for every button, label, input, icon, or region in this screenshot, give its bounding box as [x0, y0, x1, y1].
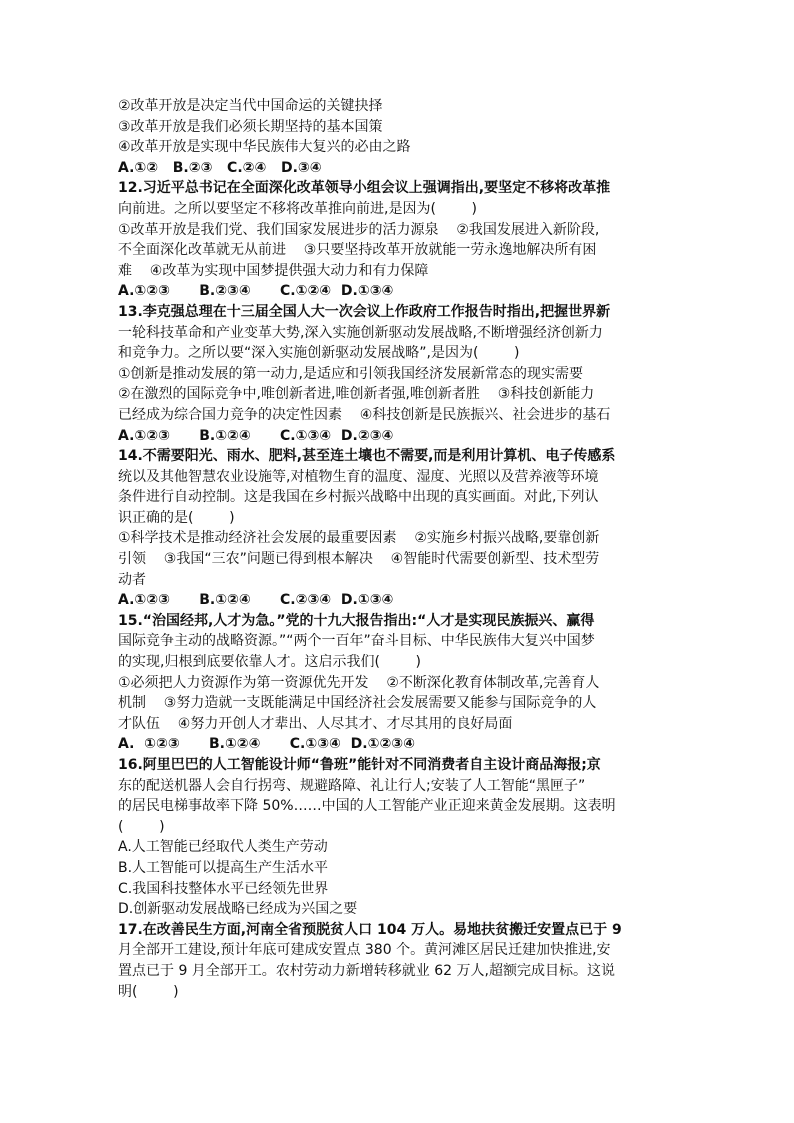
- statement-2: ②改革开放是决定当代中国命运的关键抉择: [118, 98, 383, 114]
- statement-line: 才队伍 ④努力开创人才辈出、人尽其才、才尽其用的良好局面: [118, 715, 513, 732]
- statement-line: 不全面深化改革就无从前进 ③只要坚持改革开放就能一劳永逸地解决所有困: [118, 242, 597, 259]
- question-stem-line: 明( ): [118, 983, 179, 1000]
- choice-d: D.创新驱动发展战略已经成为兴国之要: [118, 901, 358, 918]
- question-stem-line: 月全部开工建设,预计年底可建成安置点 380 个。黄河滩区居民迁建加快推进,安: [118, 942, 611, 959]
- statement-line: ①必须把人力资源作为第一资源优先开发 ②不断深化教育体制改革,完善育人: [118, 674, 600, 691]
- question-stem-line: 和竞争力。之所以要“深入实施创新驱动发展战略”,是因为( ): [118, 345, 520, 362]
- question-stem-line: 15.“治国经邦,人才为急。”党的十九大报告指出:“人才是实现民族振兴、赢得: [118, 612, 595, 629]
- answer-options: A.①②③ B.②③④ C.①②④ D.①③④: [118, 283, 394, 300]
- statement-line: 动者: [118, 571, 146, 588]
- statement-line: 难 ④改革为实现中国梦提供强大动力和有力保障: [118, 262, 429, 279]
- question-stem-line: 统以及其他智慧农业设施等,对植物生育的温度、湿度、光照以及营养液等环境: [118, 468, 599, 485]
- question-14: [118, 446, 678, 611]
- question-stem-line: 17.在改善民生方面,河南全省预脱贫人口 104 万人。易地扶贫搬迁安置点已于 9: [118, 921, 622, 938]
- question-stem-line: 14.不需要阳光、雨水、肥料,甚至连土壤也不需要,而是利用计算机、电子传感系: [118, 448, 616, 465]
- question-16: [118, 755, 678, 920]
- question-11-tail: [118, 96, 678, 178]
- question-15: [118, 611, 678, 755]
- question-13: [118, 302, 678, 446]
- question-stem-line: 识正确的是( ): [118, 509, 235, 526]
- question-stem-line: 13.李克强总理在十三届全国人大一次会议上作政府工作报告时指出,把握世界新: [118, 303, 611, 320]
- statement-line: 机制 ③努力造就一支既能满足中国经济社会发展需要又能参与国际竞争的人: [118, 695, 597, 712]
- document-page: [118, 96, 678, 1002]
- statement-4: ④改革开放是实现中华民族伟大复兴的必由之路: [118, 139, 411, 156]
- statement-line: ①创新是推动发展的第一动力,是适应和引领我国经济发展新常态的现实需要: [118, 365, 583, 382]
- statement-3: ③改革开放是我们必须长期坚持的基本国策: [118, 118, 383, 135]
- question-stem-line: 16.阿里巴巴的人工智能设计师“鲁班”能针对不同消费者自主设计商品海报;京: [118, 757, 601, 773]
- question-stem-line: 12.习近平总书记在全面深化改革领导小组会议上强调指出,要坚定不移将改革推: [118, 180, 611, 197]
- question-stem-line: 一轮科技革命和产业变革大势,深入实施创新驱动发展战略,不断增强经济创新力: [118, 324, 603, 341]
- answer-options: A.①② B.②③ C.②④ D.③④: [118, 159, 322, 176]
- question-stem-line: 国际竞争主动的战略资源。”“两个一百年”奋斗目标、中华民族伟大复兴中国梦: [118, 633, 595, 650]
- question-17: [118, 920, 678, 1002]
- statement-line: 引领 ③我国“三农”问题已得到根本解决 ④智能时代需要创新型、技术型劳: [118, 551, 600, 568]
- statement-line: ①改革开放是我们党、我们国家发展进步的活力源泉 ②我国发展进入新阶段,: [118, 221, 600, 238]
- answer-options: A.①②③ B.①②④ C.①③④ D.②③④: [118, 427, 394, 444]
- question-stem-line: 条件进行自动控制。这是我国在乡村振兴战略中出现的真实画面。对此,下列认: [118, 489, 599, 506]
- question-stem-line: 东的配送机器人会自行拐弯、规避路障、礼让行人;安装了人工智能“黑匣子”: [118, 777, 586, 794]
- question-12: [118, 178, 678, 302]
- choice-a: A.人工智能已经取代人类生产劳动: [118, 839, 328, 856]
- statement-line: ①科学技术是推动经济社会发展的最重要因素 ②实施乡村振兴战略,要靠创新: [118, 530, 600, 547]
- question-stem-line: 的居民电梯事故率下降 50%……中国的人工智能产业正迎来黄金发展期。这表明: [118, 798, 616, 815]
- answer-options: A.①②③ B.①②④ C.②③④ D.①③④: [118, 592, 394, 609]
- answer-options: A. ①②③ B.①②④ C.①③④ D.①②③④: [118, 736, 416, 753]
- statement-line: ②在激烈的国际竞争中,唯创新者进,唯创新者强,唯创新者胜 ③科技创新能力: [118, 386, 595, 403]
- question-stem-line: ( ): [118, 818, 165, 835]
- choice-b: B.人工智能可以提高生产生活水平: [118, 859, 329, 876]
- question-stem-line: 的实现,归根到底要依靠人才。这启示我们( ): [118, 654, 421, 671]
- choice-c: C.我国科技整体水平已经领先世界: [118, 880, 329, 897]
- statement-line: 已经成为综合国力竞争的决定性因素 ④科技创新是民族振兴、社会进步的基石: [118, 406, 611, 423]
- question-stem-line: 置点已于 9 月全部开工。农村劳动力新增转移就业 62 万人,超额完成目标。这说: [118, 962, 615, 979]
- question-stem-line: 向前进。之所以要坚定不移将改革推向前进,是因为( ): [118, 200, 477, 217]
